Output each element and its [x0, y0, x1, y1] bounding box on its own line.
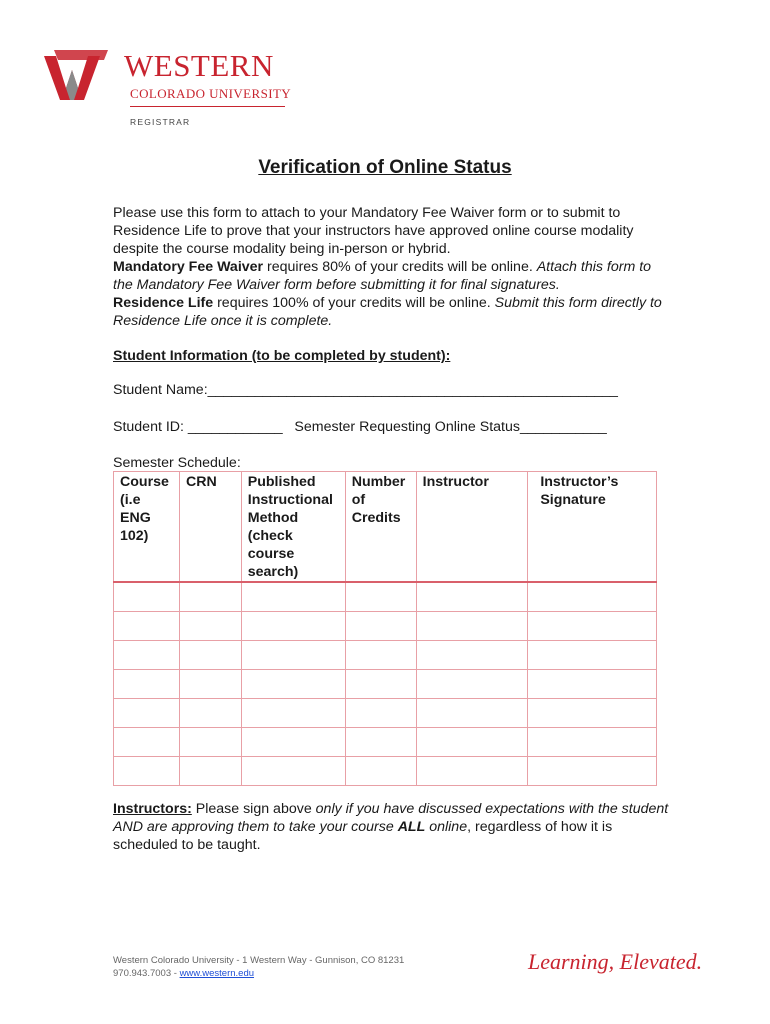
instructors-text: Please sign above — [191, 801, 316, 817]
table-cell[interactable] — [241, 757, 345, 786]
table-cell[interactable] — [241, 728, 345, 757]
logo-name: WESTERN — [124, 48, 274, 83]
table-row — [114, 699, 657, 728]
table-cell[interactable] — [528, 641, 657, 670]
mfw-bold: Mandatory Fee Waiver — [113, 259, 264, 275]
table-cell[interactable] — [416, 670, 528, 699]
col-header-credits: Number of Credits — [345, 472, 416, 583]
page-title: Verification of Online Status — [258, 157, 512, 178]
semester-schedule-label: Semester Schedule: — [113, 455, 241, 471]
table-cell[interactable] — [241, 612, 345, 641]
table-cell[interactable] — [416, 699, 528, 728]
table-cell[interactable] — [179, 699, 241, 728]
mfw-text: requires 80% of your credits will be online. — [263, 259, 537, 275]
table-cell[interactable] — [345, 582, 416, 612]
logo-divider — [130, 106, 285, 107]
instructors-italic: only if you have discussed expectations with the student AND are approving them to take your course — [113, 801, 669, 835]
table-cell[interactable] — [241, 699, 345, 728]
table-cell[interactable] — [345, 728, 416, 757]
table-cell[interactable] — [528, 582, 657, 612]
table-cell[interactable] — [528, 728, 657, 757]
schedule-table — [113, 471, 657, 786]
table-cell[interactable] — [416, 612, 528, 641]
col-header-signature: Instructor’s Signature — [528, 472, 657, 583]
table-cell[interactable] — [114, 641, 180, 670]
intro-paragraph: Please use this form to attach to your Mandatory Fee Waiver form or to submit to Residence Life to prove that your instructors have approved online course modality despite the course modality being in-person or hybrid. — [113, 205, 634, 257]
table-cell[interactable] — [114, 670, 180, 699]
table-cell[interactable] — [114, 612, 180, 641]
table-cell[interactable] — [416, 757, 528, 786]
mfw-italic: Attach this form to the Mandatory Fee Waiver form before submitting it for final signatures. — [113, 259, 652, 293]
table-header-row — [114, 472, 657, 583]
table-cell[interactable] — [179, 670, 241, 699]
footer-address-line: Western Colorado University - 1 Western Way - Gunnison, CO 81231 — [113, 955, 405, 966]
table-cell[interactable] — [241, 582, 345, 612]
instructors-note — [113, 800, 673, 854]
table-row — [114, 582, 657, 612]
department-label: REGISTRAR — [130, 117, 191, 127]
table-cell[interactable] — [114, 582, 180, 612]
rl-bold: Residence Life — [113, 295, 214, 311]
table-row — [114, 757, 657, 786]
table-cell[interactable] — [528, 699, 657, 728]
student-name-field[interactable]: Student Name:____________________________________________________ — [113, 382, 618, 398]
student-info-heading: Student Information (to be completed by student): — [113, 348, 451, 364]
table-cell[interactable] — [345, 641, 416, 670]
col-header-crn: CRN — [179, 472, 241, 583]
table-cell[interactable] — [114, 699, 180, 728]
table-cell[interactable] — [416, 728, 528, 757]
footer-contact-line — [113, 967, 404, 980]
university-logo-icon — [44, 48, 110, 100]
table-cell[interactable] — [345, 699, 416, 728]
table-cell[interactable] — [416, 582, 528, 612]
table-cell[interactable] — [345, 757, 416, 786]
table-cell[interactable] — [114, 728, 180, 757]
footer-address — [113, 954, 404, 980]
footer-website-link[interactable]: www.western.edu — [179, 968, 255, 979]
table-cell[interactable] — [416, 641, 528, 670]
mandatory-fee-paragraph — [113, 258, 673, 294]
table-cell[interactable] — [345, 670, 416, 699]
table-row — [114, 612, 657, 641]
student-id-semester-field[interactable]: Student ID: ____________ Semester Requesting Online Status___________ — [113, 419, 607, 435]
col-header-course: Course (i.e ENG 102) — [114, 472, 180, 583]
table-cell[interactable] — [179, 612, 241, 641]
table-cell[interactable] — [179, 641, 241, 670]
table-cell[interactable] — [241, 641, 345, 670]
table-cell[interactable] — [528, 612, 657, 641]
footer-phone: 970.943.7003 - — [113, 968, 180, 979]
instructors-all: ALL — [397, 819, 426, 835]
instructors-text-end: , regardless of how it is scheduled to be taught. — [113, 819, 613, 853]
tagline: Learning, Elevated. — [528, 949, 703, 974]
table-cell[interactable] — [345, 612, 416, 641]
table-row — [114, 728, 657, 757]
residence-life-paragraph — [113, 294, 673, 330]
instructors-label: Instructors: — [113, 801, 192, 817]
table-cell[interactable] — [241, 670, 345, 699]
table-body — [114, 582, 657, 786]
table-cell[interactable] — [179, 757, 241, 786]
rl-italic: Submit this form directly to Residence Life once it is complete. — [113, 295, 662, 329]
table-row — [114, 641, 657, 670]
col-header-method: Published Instructional Method (check course search) — [241, 472, 345, 583]
logo-subtitle: COLORADO UNIVERSITY — [130, 86, 292, 101]
intro-text — [113, 204, 673, 330]
table-cell[interactable] — [528, 757, 657, 786]
table-cell[interactable] — [528, 670, 657, 699]
col-header-instructor: Instructor — [416, 472, 528, 583]
table-row — [114, 670, 657, 699]
table-cell[interactable] — [114, 757, 180, 786]
instructors-online: online — [425, 819, 468, 835]
rl-text: requires 100% of your credits will be online. — [213, 295, 495, 311]
table-cell[interactable] — [179, 728, 241, 757]
table-cell[interactable] — [179, 582, 241, 612]
